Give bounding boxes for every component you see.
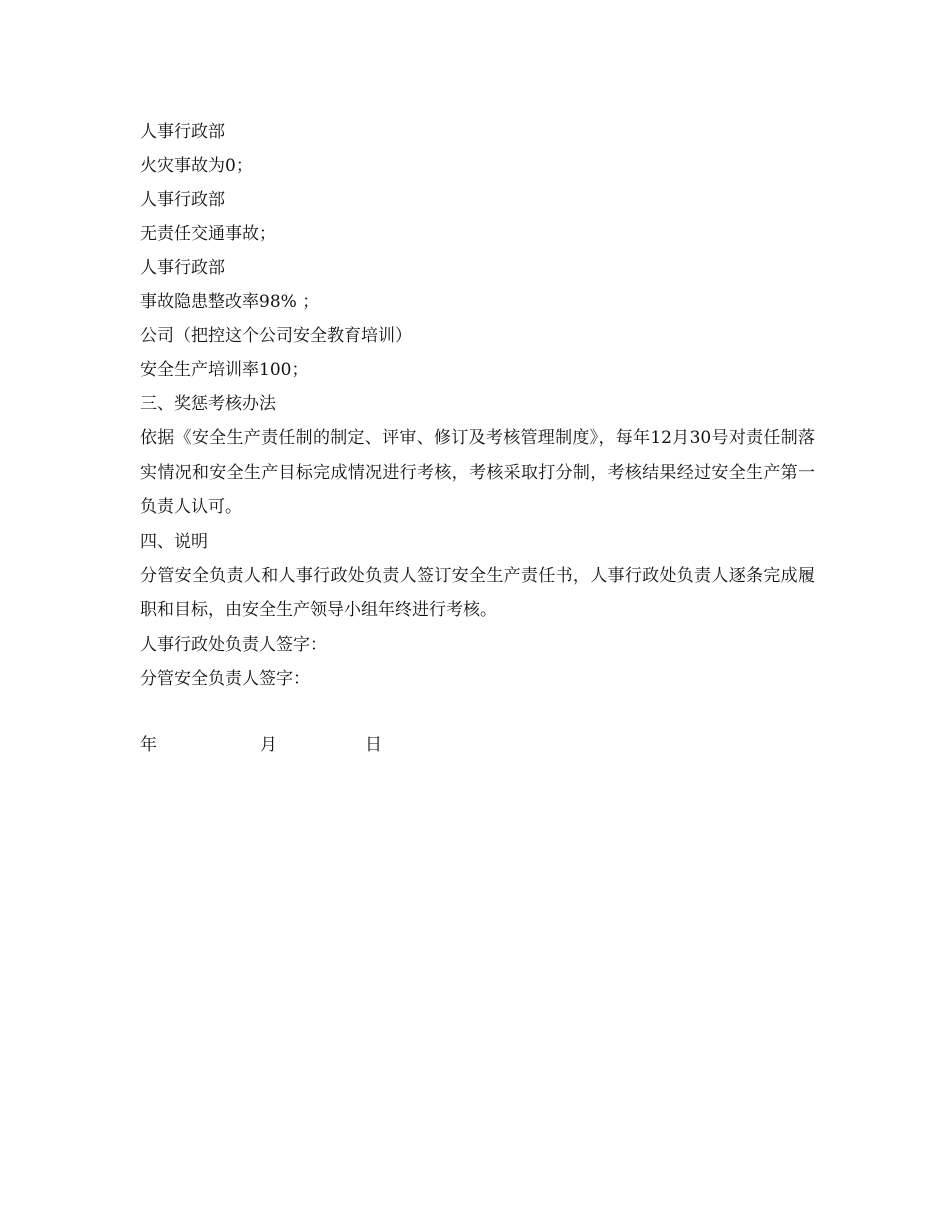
dept-label-2: 人事行政部: [140, 190, 225, 210]
explanation-paragraph: 分管安全负责人和人事行政处负责人签订安全生产责任书，人事行政处负责人逐条完成履职和目标，由安全生产领导小组年终进行考核。: [140, 565, 815, 620]
signature-hr-line: 人事行政处负责人签字：: [140, 634, 327, 655]
target-traffic-accidents: 无责任交通事故；: [140, 224, 276, 244]
date-year: 年: [140, 735, 157, 755]
target-fire-accidents: 火灾事故为0；: [140, 156, 253, 176]
date-month: 月: [260, 735, 277, 755]
section-three-heading: 三、奖惩考核办法: [140, 394, 276, 414]
date-line: [140, 728, 540, 762]
target-training-rate: 安全生产培训率100；: [140, 360, 309, 380]
date-day: 日: [365, 735, 382, 755]
company-label: 公司（把控这个公司安全教育培训）: [140, 326, 412, 346]
document-body: [140, 115, 815, 696]
dept-label-3: 人事行政部: [140, 258, 225, 278]
assessment-paragraph: 依据《安全生产责任制的制定、评审、修订及考核管理制度》，每年12月30号对责任制落实情况和安全生产目标完成情况进行考核，考核采取打分制，考核结果经过安全生产第一负责人认可。: [140, 428, 815, 517]
target-hazard-rectification: 事故隐患整改率98% ；: [140, 292, 320, 312]
signature-safety-line: 分管安全负责人签字：: [140, 668, 310, 689]
dept-label-1: 人事行政部: [140, 122, 225, 142]
section-four-heading: 四、说明: [140, 531, 208, 552]
